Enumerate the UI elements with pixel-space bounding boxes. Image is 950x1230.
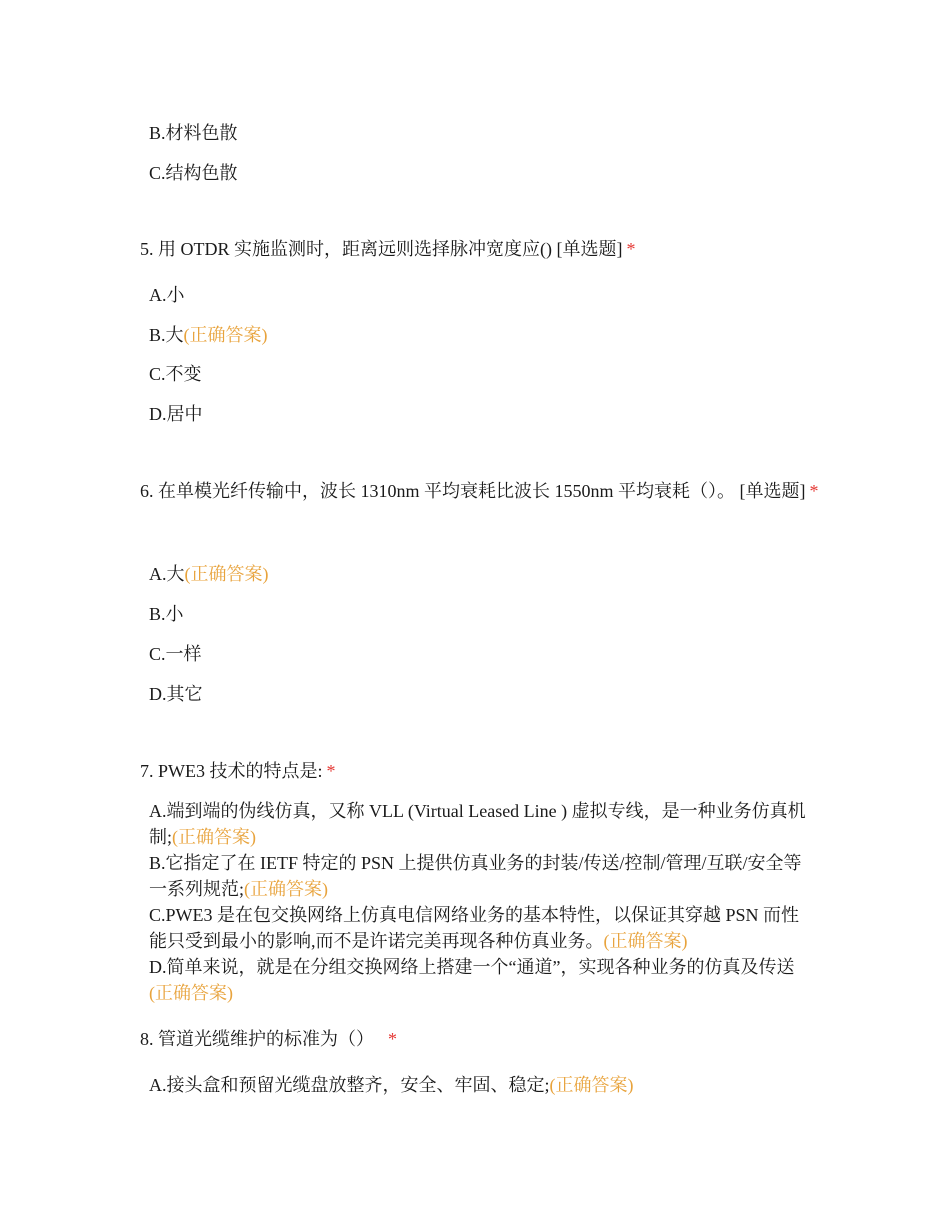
question-text: 5. 用 OTDR 实施监测时，距离远则选择脉冲宽度应() [单选题] — [140, 239, 623, 259]
correct-answer-tag: (正确答案) — [149, 983, 233, 1003]
option-item — [149, 120, 238, 146]
required-marker: * — [326, 761, 336, 781]
option-item — [149, 902, 809, 954]
required-marker: * — [626, 239, 636, 259]
option-label: C.结构色散 — [149, 163, 238, 183]
option-item — [149, 401, 203, 427]
option-label: B.大 — [149, 325, 184, 345]
required-marker: * — [809, 481, 819, 501]
option-label: D.简单来说，就是在分组交换网络上搭建一个“通道”，实现各种业务的仿真及传送 — [149, 957, 795, 977]
option-item — [149, 601, 184, 627]
option-label: C.不变 — [149, 364, 202, 384]
correct-answer-tag: (正确答案) — [244, 879, 329, 899]
required-marker: * — [388, 1029, 397, 1049]
option-label: C.PWE3 是在包交换网络上仿真电信网络业务的基本特性，以保证其穿越 PSN 而性能只受到最小的影响,而不是许诺完美再现各种仿真业务。 — [149, 905, 800, 951]
question-text: 6. 在单模光纤传输中，波长 1310nm 平均衰耗比波长 1550nm 平均衰耗（）。 [单选题] — [140, 481, 806, 501]
option-item — [149, 641, 202, 667]
correct-answer-tag: (正确答案) — [184, 564, 269, 584]
option-label: B.材料色散 — [149, 123, 238, 143]
option-item — [149, 850, 809, 902]
option-label: A.大 — [149, 564, 185, 584]
option-label: D.其它 — [149, 684, 203, 704]
option-label: A.接头盒和预留光缆盘放整齐，安全、牢固、稳定; — [149, 1075, 550, 1095]
question-text: 8. 管道光缆维护的标准为（） — [140, 1029, 374, 1049]
option-label: B.小 — [149, 604, 184, 624]
option-label: D.居中 — [149, 404, 203, 424]
option-item — [149, 561, 269, 587]
option-item — [149, 954, 809, 1006]
option-label: B.它指定了在 IETF 特定的 PSN 上提供仿真业务的封装/传送/控制/管理/互联/安全等一系列规范; — [149, 853, 802, 899]
option-item — [149, 798, 809, 850]
option-item — [149, 160, 238, 186]
question-text: 7. PWE3 技术的特点是: — [140, 761, 323, 781]
option-label: A.端到端的伪线仿真，又称 VLL (Virtual Leased Line ) 虚拟专线，是一种业务仿真机制; — [149, 801, 806, 847]
option-item — [149, 361, 202, 387]
correct-answer-tag: (正确答案) — [172, 827, 257, 847]
option-item — [149, 1072, 634, 1098]
option-item — [149, 282, 185, 308]
option-label: C.一样 — [149, 644, 202, 664]
question-title — [140, 1021, 820, 1058]
option-item — [149, 322, 268, 348]
option-label: A.小 — [149, 285, 185, 305]
question-title — [140, 473, 820, 510]
correct-answer-tag: (正确答案) — [183, 325, 268, 345]
correct-answer-tag: (正确答案) — [603, 931, 688, 951]
question-title — [140, 753, 820, 790]
option-item — [149, 681, 203, 707]
question-title — [140, 231, 820, 268]
correct-answer-tag: (正确答案) — [549, 1075, 634, 1095]
